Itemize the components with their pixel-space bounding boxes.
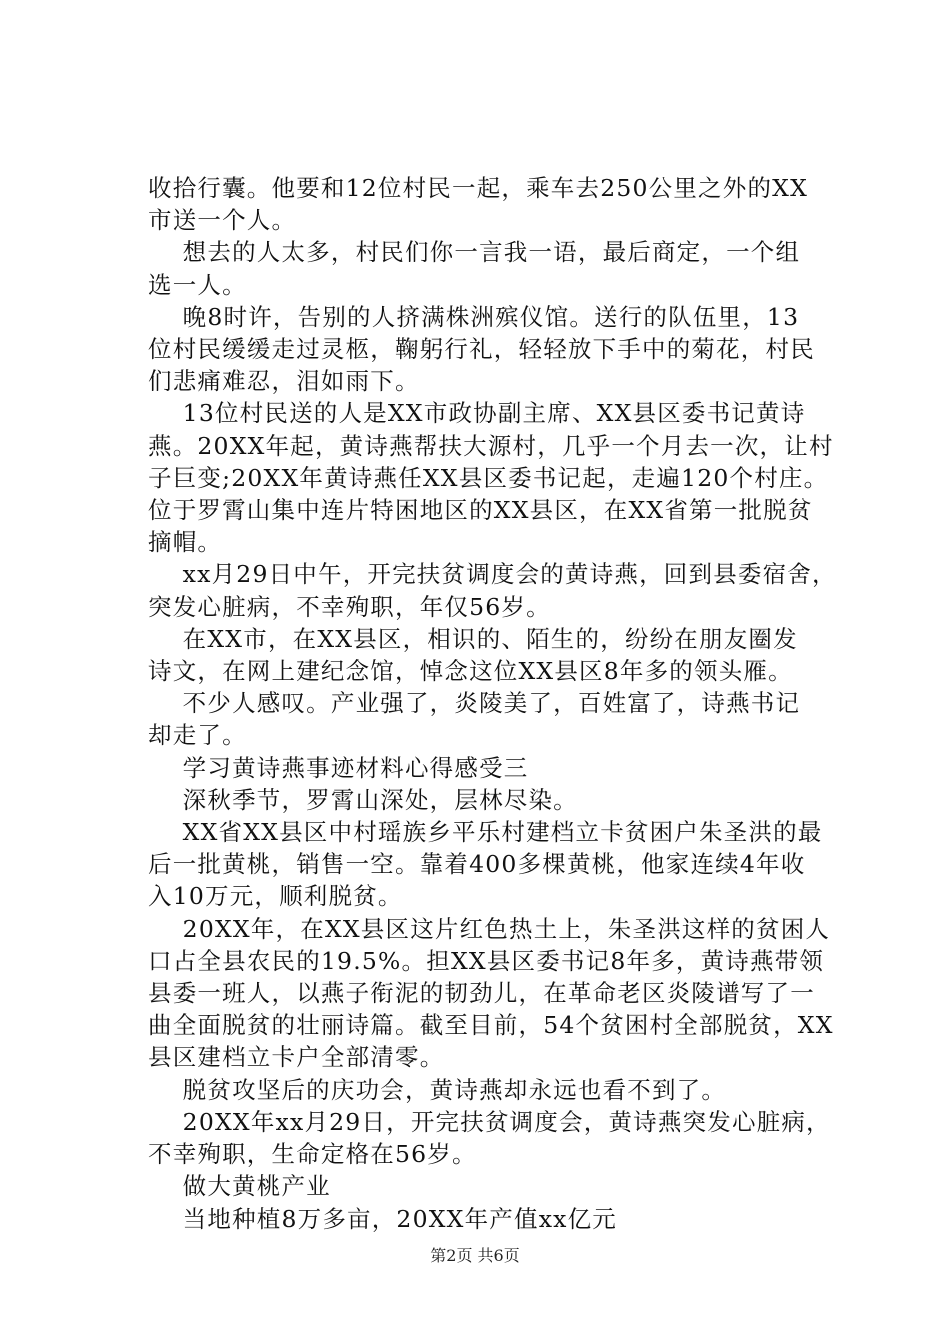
text-line: 20XX年xx月29日，开完扶贫调度会，黄诗燕突发心脏病，	[148, 1107, 831, 1136]
text-line: 不少人感叹。产业强了，炎陵美了，百姓富了，诗燕书记	[148, 689, 801, 718]
text-line: 诗文，在网上建纪念馆，悼念这位XX县区8年多的领头雁。	[148, 657, 793, 686]
text-line: 收拾行囊。他要和12位村民一起，乘车去250公里之外的XX	[148, 174, 809, 202]
text-line: 入10万元，顺利脱贫。	[148, 882, 403, 911]
page-footer: 第2页 共6页	[430, 1246, 520, 1265]
text-line: 不幸殉职，生命定格在56岁。	[148, 1140, 477, 1169]
text-line: 20XX年，在XX县区这片红色热土上，朱圣洪这样的贫困人	[148, 914, 831, 943]
text-line: 摘帽。	[148, 528, 223, 557]
text-line: 突发心脏病，不幸殉职，年仅56岁。	[148, 592, 551, 621]
text-line: 曲全面脱贫的壮丽诗篇。截至目前，54个贫困村全部脱贫，XX	[148, 1011, 834, 1040]
text-line: 子巨变;20XX年黄诗燕任XX县区委书记起，走遍120个村庄。	[148, 463, 829, 492]
text-line: 位于罗霄山集中连片特困地区的XX县区，在XX省第一批脱贫	[148, 496, 813, 525]
text-line: 深秋季节，罗霄山深处，层林尽染。	[148, 785, 578, 814]
text-line: 后一批黄桃，销售一空。靠着400多棵黄桃，他家连续4年收	[148, 850, 806, 879]
text-line: 晚8时许，告别的人挤满株洲殡仪馆。送行的队伍里，13	[148, 302, 800, 331]
text-line: 们悲痛难忍，泪如雨下。	[148, 367, 420, 396]
text-line: 选一人。	[148, 270, 247, 299]
text-line: 市送一个人。	[148, 206, 297, 235]
body-text	[148, 172, 838, 1235]
text-line: 13位村民送的人是XX市政协副主席、XX县区委书记黄诗	[148, 399, 806, 428]
text-line: 当地种植8万多亩，20XX年产值xx亿元	[148, 1204, 617, 1233]
text-line: 脱贫攻坚后的庆功会，黄诗燕却永远也看不到了。	[148, 1075, 727, 1104]
text-line: 口占全县农民的19.5%。担XX县区委书记8年多，黄诗燕带领	[148, 946, 825, 975]
text-line: 在XX市，在XX县区，相识的、陌生的，纷纷在朋友圈发	[148, 624, 798, 653]
text-line: 县区建档立卡户全部清零。	[148, 1043, 445, 1072]
text-line: xx月29日中午，开完扶贫调度会的黄诗燕，回到县委宿舍，	[148, 560, 837, 589]
text-line: XX省XX县区中村瑶族乡平乐村建档立卡贫困户朱圣洪的最	[148, 818, 823, 847]
text-line: 燕。20XX年起，黄诗燕帮扶大源村，几乎一个月去一次，让村	[148, 431, 834, 460]
text-line: 却走了。	[148, 721, 247, 750]
text-line: 学习黄诗燕事迹材料心得感受三	[148, 753, 529, 782]
text-line: 想去的人太多，村民们你一言我一语，最后商定，一个组	[148, 238, 801, 267]
text-line: 县委一班人，以燕子衔泥的韧劲儿，在革命老区炎陵谱写了一	[148, 979, 815, 1008]
text-line: 做大黄桃产业	[148, 1172, 331, 1201]
text-line: 位村民缓缓走过灵柩，鞠躬行礼，轻轻放下手中的菊花，村民	[148, 335, 815, 364]
